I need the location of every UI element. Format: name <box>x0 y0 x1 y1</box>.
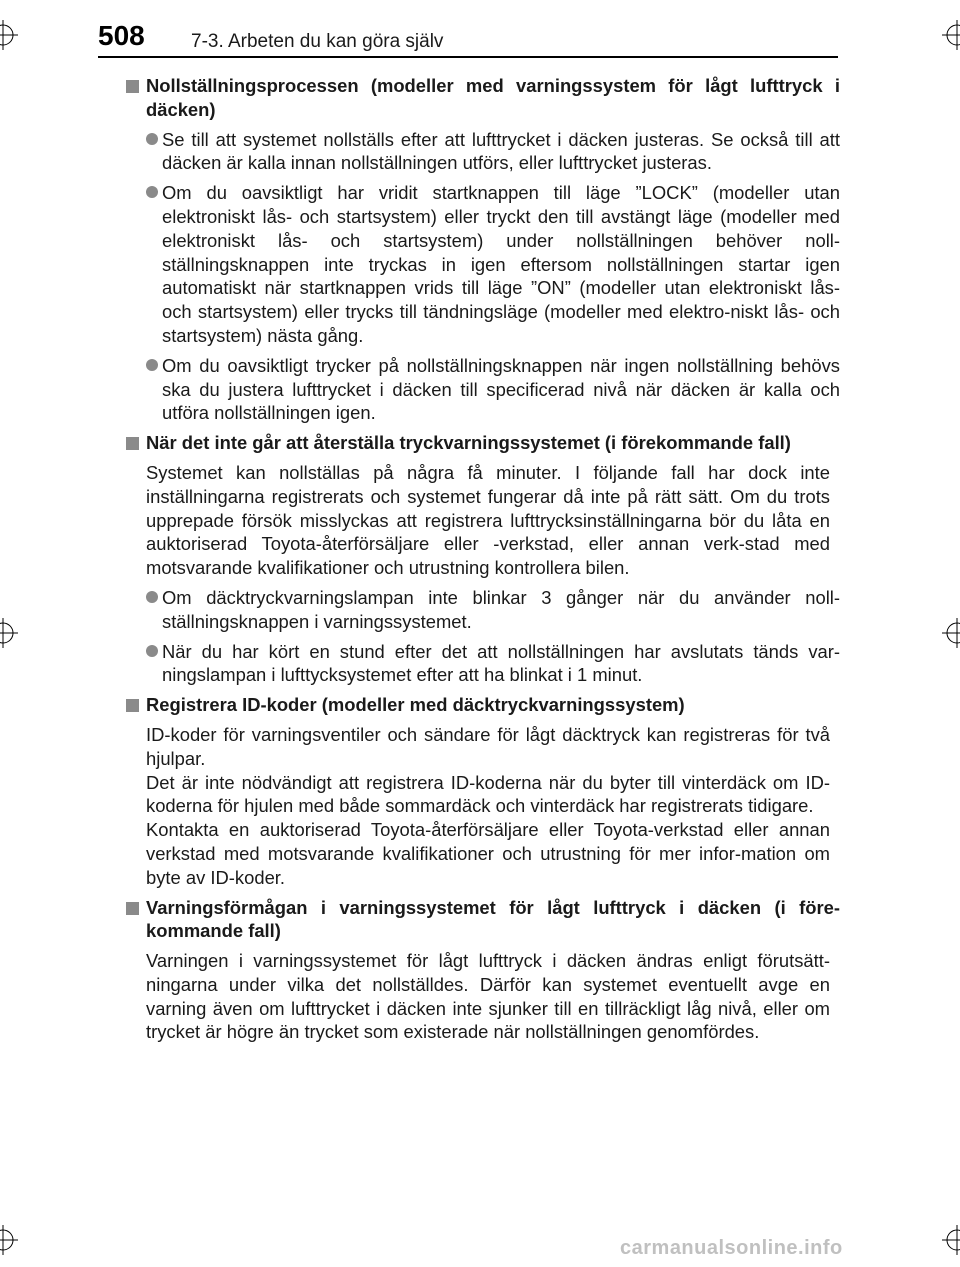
heading-warning-capability <box>124 896 840 944</box>
heading-text: Nollställningsprocessen (modeller med varningssystem för lågt lufttryck i däcken) <box>146 75 840 120</box>
paragraph: Varningen i varningssystemet för lågt lufttryck i däcken ändras enligt förutsätt-ningarna under vilka det nollställdes. Därför kan systemet eventuellt avge en varning även om lufttrycket i däcken inte sjunker till en tillräckligt låg nivå, eller om trycket är högre än trycket som existerade när nollställningen genomfördes. <box>146 950 830 1043</box>
circle-bullet-icon <box>146 591 158 603</box>
square-bullet-icon <box>126 80 139 93</box>
bullet-text: Se till att systemet nollställs efter att lufttrycket i däcken justeras. Se också till att däcken är kalla innan nollställningen utförs, eller lufttrycket justeras. <box>162 128 840 174</box>
heading-reset-failure <box>124 431 840 455</box>
registration-mark-top-right <box>942 20 960 50</box>
circle-bullet-icon <box>146 133 158 145</box>
square-bullet-icon <box>126 699 139 712</box>
registration-mark-mid-right <box>942 618 960 648</box>
square-bullet-icon <box>126 902 139 915</box>
bullet-text: Om du oavsiktligt trycker på nollställningsknappen när ingen nollställning behövs ska du justera lufttrycket i däcken till specificerad nivå när däcken är kalla och utföra nollställningen igen. <box>162 354 840 424</box>
paragraph: ID-koder för varningsventiler och sändare för lågt däcktryck kan registreras för två hjulpar. <box>146 723 830 769</box>
page-number: 508 <box>98 20 145 51</box>
heading-reset-process <box>124 74 840 122</box>
registration-mark-mid-left <box>0 618 18 648</box>
circle-bullet-icon <box>146 186 158 198</box>
section-title: 7-3. Arbeten du kan göra själv <box>191 31 444 52</box>
bullet-text: Om däcktryckvarningslampan inte blinkar 3 gånger när du använder noll-ställningsknappen i varningssystemet. <box>162 586 840 632</box>
paragraph: Systemet kan nollställas på några få minuter. I följande fall har dock inte inställningarna registrerats och systemet fungerar då inte på rätt sätt. Om du trots upprepade försök misslyckas att registrera lufttrycksinställningarna bör du låta en auktoriserad Toyota-återförsäljare eller -verkstad, eller annan verk-stad med motsvarande kvalifikationer och utrustning kontrollera bilen. <box>146 461 830 579</box>
registration-mark-top-left <box>0 20 18 50</box>
heading-text: När det inte går att återställa tryckvarningssystemet (i förekommande fall) <box>146 432 791 454</box>
bullet-text: Om du oavsiktligt har vridit startknappen till läge ”LOCK” (modeller utan elektroniskt lås- och startsystem) eller tryckt den till avstängt läge (modeller med elektroniskt lås- och startsystem) under nollställningen behöver noll-ställningsknappen inte tryckas in igen eftersom nollställningen startar igen automatiskt när startknappen vrids till läge ”ON” (modeller utan elektroniskt lås- och startsystem) eller trycks till tändningsläge (modeller med elektro-niskt lås- och startsystem) nästa gång. <box>162 182 840 346</box>
bullet-item <box>124 640 840 688</box>
page-content <box>124 74 840 1050</box>
registration-mark-bottom-right <box>942 1225 960 1255</box>
watermark-logo: carmanualsonline.info <box>620 1237 843 1259</box>
heading-text: Registrera ID-koder (modeller med däcktryckvarningssystem) <box>146 694 685 716</box>
heading-text: Varningsförmågan i varningssystemet för lågt lufttryck i däcken (i före-kommande fall) <box>146 896 840 942</box>
bullet-item <box>124 181 840 348</box>
registration-mark-bottom-left <box>0 1225 18 1255</box>
circle-bullet-icon <box>146 645 158 657</box>
paragraph: Det är inte nödvändigt att registrera ID-koderna när du byter till vinterdäck om ID-koderna för hjulen med både sommardäck och vinterdäck har registrerats tidigare. <box>146 771 830 817</box>
paragraph: Kontakta en auktoriserad Toyota-återförsäljare eller Toyota-verkstad eller annan verkstad med motsvarande kvalifikationer och utrustning för mer infor-mation om byte av ID-koder. <box>146 819 830 888</box>
bullet-item <box>124 354 840 425</box>
square-bullet-icon <box>126 437 139 450</box>
header-divider <box>98 56 838 58</box>
bullet-item <box>124 586 840 634</box>
bullet-item <box>124 128 840 176</box>
heading-register-id-codes <box>124 693 840 717</box>
bullet-text: När du har kört en stund efter det att nollställningen har avslutats tänds var-ningslampan i lufttycksystemet efter att ha blinkat i 1 minut. <box>162 640 840 686</box>
circle-bullet-icon <box>146 359 158 371</box>
